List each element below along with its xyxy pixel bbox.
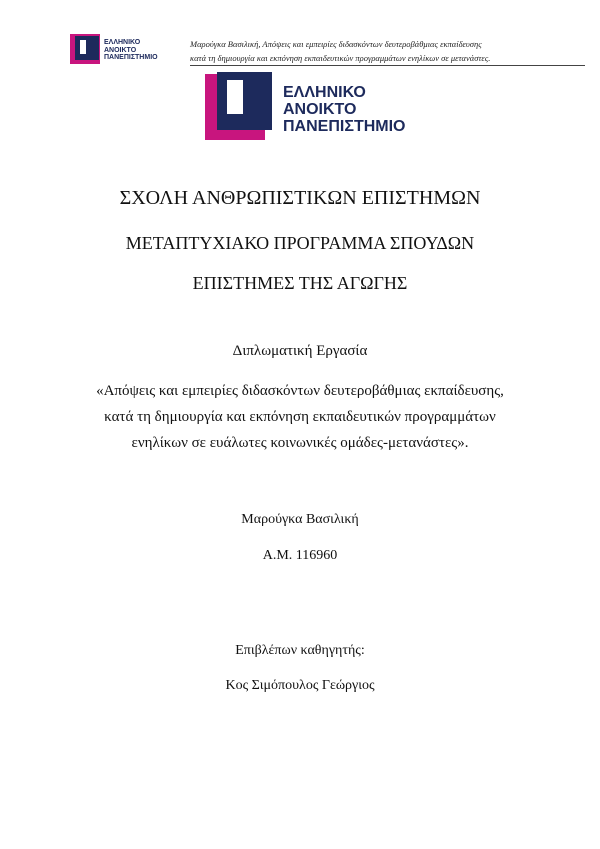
supervisor-name: Κος Σιμόπουλος Γεώργιος [225,678,375,693]
header-logo-line1: ΕΛΛΗΝΙΚΟ [104,39,141,46]
field-name: ΕΠΙΣΤΗΜΕΣ ΤΗΣ ΑΓΩΓΗΣ [192,273,408,293]
student-id: Α.Μ. 116960 [262,548,338,563]
thesis-title-line2: κατά τη δημιουργία και εκπόνηση εκπαιδευτικών προγραμμάτων [104,409,496,425]
thesis-title-line1: «Απόψεις και εμπειρίες διδασκόντων δευτεροβάθμιας εκπαίδευσης, [96,383,504,399]
header-logo [70,34,180,66]
logo-line1: ΕΛΛΗΝΙΚΟ [283,84,366,101]
header-logo-mark-icon [70,34,106,66]
header-logo-line3: ΠΑΝΕΠΙΣΤΗΜΙΟ [104,54,158,61]
thesis-title-line3: ενηλίκων σε ευάλωτες κοινωνικές ομάδες-μετανάστες». [131,435,469,451]
document-type: Διπλωματική Εργασία [232,343,368,359]
logo-line3: ΠΑΝΕΠΙΣΤΗΜΙΟ [283,118,406,135]
header-logo-line2: ΑΝΟΙΚΤΟ [104,46,137,54]
logo-line2: ΑΝΟΙΚΤΟ [283,101,357,118]
program-name: ΜΕΤΑΠΤΥΧΙΑΚΟ ΠΡΟΓΡΑΜΜΑ ΣΠΟΥΔΩΝ [125,233,475,253]
running-header-line2: κατά τη δημιουργία και εκπόνηση εκπαιδευτικών προγραμμάτων ενηλίκων σε μετανάστες. [190,51,585,66]
thesis-title [0,378,600,456]
supervisor-label: Επιβλέπων καθηγητής: [235,643,365,658]
running-header-line1: Μαρούγκα Βασιλική, Απόψεις και εμπειρίες διδασκόντων δευτεροβάθμιας εκπαίδευσης [190,39,482,49]
author-name: Μαρούγκα Βασιλική [241,512,359,527]
school-name: ΣΧΟΛΗ ΑΝΘΡΩΠΙΣΤΙΚΩΝ ΕΠΙΣΤΗΜΩΝ [119,187,481,209]
university-logo-mark-icon [205,72,275,142]
university-logo [205,72,405,144]
running-header [190,37,585,66]
